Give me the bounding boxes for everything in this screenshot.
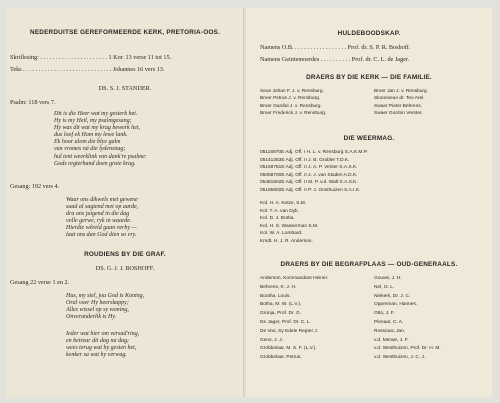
verse-line: en betreur dit dag na dag; [66, 338, 129, 345]
list-item: Skoonseun dr. Teo Arel. [374, 96, 425, 102]
graveside-bearers-heading: DRAERS BY DIE BEGRAFPLAAS — OUD-GENERAALS. [280, 261, 458, 268]
sermon-text: Teks . . . . . . . . . . . . . . . . . . . . . . . . . . . . . Johannes 16 vers 13. [10, 66, 165, 73]
list-item: Otto, J. F. [374, 311, 395, 317]
tribute-line: Namens O.B. . . . . . . . . . . . . . . . . . Prof. dr. S. P. R. Boshoff. [260, 44, 411, 51]
verse-line: Ek hoor alom die blye galm [54, 139, 121, 146]
list-item: 05058700E Adj. Off. II J. J. van Staden A.D.K. [260, 172, 358, 178]
defence-list [260, 150, 368, 195]
hymn-reference: Gesang: 192 vers 4. [10, 183, 60, 190]
list-item: Swaer Gordon Verster. [374, 111, 423, 117]
graveside-bearers-right [374, 276, 441, 364]
list-item: Kol. H. S. Wasserman S.M. [260, 223, 319, 229]
church-bearers-heading: DRAERS BY DIE KERK — DIE FAMILIE. [306, 74, 432, 81]
list-item: Kol. W. A. Lombard. [260, 231, 303, 236]
verse-line: volle gerwe, ryk in waarde. [66, 218, 132, 225]
list-item: Anderson, Kommandant Heiner. [260, 276, 329, 281]
defence-heading: DIE WEERMAG. [343, 135, 395, 142]
church-bearers-left [260, 89, 326, 119]
list-item: 05481502E Adj. Off. II M. P. v.d. Walt S.A.S.K. [260, 180, 358, 185]
right-page [246, 8, 492, 397]
psalm-reference: Psalm: 118 vers 7. [10, 99, 56, 106]
psalm-verse [54, 111, 147, 168]
verse-line: wees terug wat hy gesien het, [66, 345, 137, 352]
list-item: Gouws, J. H. [374, 276, 402, 281]
graveside-heading: ROUDIENS BY DIE GRAF. [84, 251, 166, 258]
verse-line: Gods regterhand doen grote krag. [54, 160, 136, 167]
list-item: Kmdt. H. J. R. Anderson. [260, 238, 313, 244]
list-item: Broer Frederick J. v. Rensburg. [260, 111, 327, 117]
list-item: Bootha, Louis. [260, 293, 291, 299]
hymn-reference: Gesang 22 verse 1 en 2. [10, 279, 70, 286]
list-item: Behrens, K. J. H. [260, 284, 297, 290]
officer-list [260, 201, 318, 246]
graveside-bearers-left [260, 276, 328, 364]
list-item: Seun Johan F. J. v. Rensburg. [260, 89, 324, 94]
minister-name: DS. S. J. STANDER. [98, 85, 152, 92]
verse-line: Hy is my Heil, my psalmgesang; [54, 118, 132, 125]
list-item: Kol. D. J. Botha. [260, 216, 295, 221]
verse-line: Dit is die Heer wat my gesterk het. [54, 111, 138, 117]
verse-line: kenker sa wat hy verwag. [66, 352, 127, 359]
verse-line: saad al sagtend met op aarde, [66, 204, 139, 211]
verse-line: dra ons juigend in die dag [66, 211, 130, 218]
tribute-heading: HULDEBOODSKAP. [337, 30, 401, 37]
church-heading: NEDERDUITSE GEREFORMEERDE KERK, PRETORIA-OOS. [30, 29, 220, 36]
list-item: 05185802E Adj. Off. II P. J. Oosthuizen S.A.I.K. [260, 187, 361, 193]
verse-line: Onveranderlik is Hy. [66, 314, 117, 321]
scripture-reading: Skriflesing: . . . . . . . . . . . . . . . . . . . . . . 1 Kor. 13 verse 11 tot 15. [10, 54, 172, 61]
list-item: Broer Petrus J. v. Rensburg. [260, 96, 321, 102]
list-item: Broer Gardiol J. v. Rensburg. [260, 103, 322, 109]
list-item: v.d. Westhuizen, Prof. Dr. H. M. [374, 346, 441, 352]
verse-line: dus loof ek Hom my lewe lank. [54, 132, 128, 139]
hymn-verse [66, 331, 139, 359]
list-item: Kol. T. A. van Dyk. [260, 208, 299, 214]
list-item: Opperman, Hannes. [374, 302, 418, 308]
list-item: Gens, J. J. [260, 337, 283, 343]
minister-name: DS. G. J. J. BOSHOFF. [95, 265, 155, 272]
list-item: v.d. Merwe, J. F. [374, 337, 409, 343]
list-item: v.d. Westhuizen, J. C. J. [374, 355, 426, 361]
verse-line: Oral voer Hy heerskappy; [66, 300, 129, 307]
list-item: 05141363E Adj. Off. II J. B. Grobler T.D.K. [260, 157, 350, 163]
list-item: Broer Jan J. v. Rensburg. [374, 89, 429, 94]
verse-line: Waar ons dikwels met gewene [66, 197, 138, 203]
list-item: Niekerk, Dr. J. C. [374, 293, 411, 299]
list-item: 05159781E Adj. Off. II J. A. P. Venter S.A.S.K. [260, 165, 358, 170]
list-item: Botha, M. W. (L.V.). [260, 302, 302, 308]
verse-line: Hierdie wêreld gaan verby — [66, 225, 137, 232]
verse-line: hul tent weerklink van dank're psalme: [54, 153, 147, 160]
list-item: De Vos, Sy Edele Regter J. [260, 328, 319, 334]
list-item: Rossouw, Jan. [374, 328, 406, 334]
list-item: Nel, O. L. [374, 284, 395, 290]
hymn-verse [66, 197, 138, 240]
verse-line: Hus, my siel, jou God is Koning, [66, 293, 145, 299]
tribute-line: Namens Geintemoerdes . . . . . . . . . . Prof. dr. C. L. de Jager. [260, 56, 410, 63]
list-item: 05116970E Adj. Off. I H. L. v. Rensburg S.A.K.M.P. [260, 150, 368, 155]
left-page [6, 8, 244, 397]
list-item: Gronja, Prof. Dr. G. [260, 311, 302, 317]
list-item: Swaer Pieter Behrens. [374, 103, 422, 109]
list-item: Kol. H. A. Kotze, S.M. [260, 201, 307, 206]
verse-line: laat ons dan God dien so vry. [66, 232, 137, 239]
verse-line: van vromes ná die lydensnag; [54, 146, 126, 153]
list-item: Pienaar, C. A. [374, 319, 404, 325]
verse-line: Hy was dit wat my krag bewerk het, [54, 125, 140, 132]
church-bearers-right [374, 89, 428, 119]
verse-line: Alles wissel op sy woning, [66, 307, 129, 314]
list-item: De Jager, Prof. Dr. C. L. [260, 319, 311, 325]
verse-line: Ieder wat hier om versad'ring, [66, 331, 140, 337]
list-item: Grobbelaar, M. S. F. (L.V.). [260, 346, 317, 352]
list-item: Grobbelaar, Petrus. [260, 355, 302, 361]
hymn-verse [66, 293, 144, 321]
